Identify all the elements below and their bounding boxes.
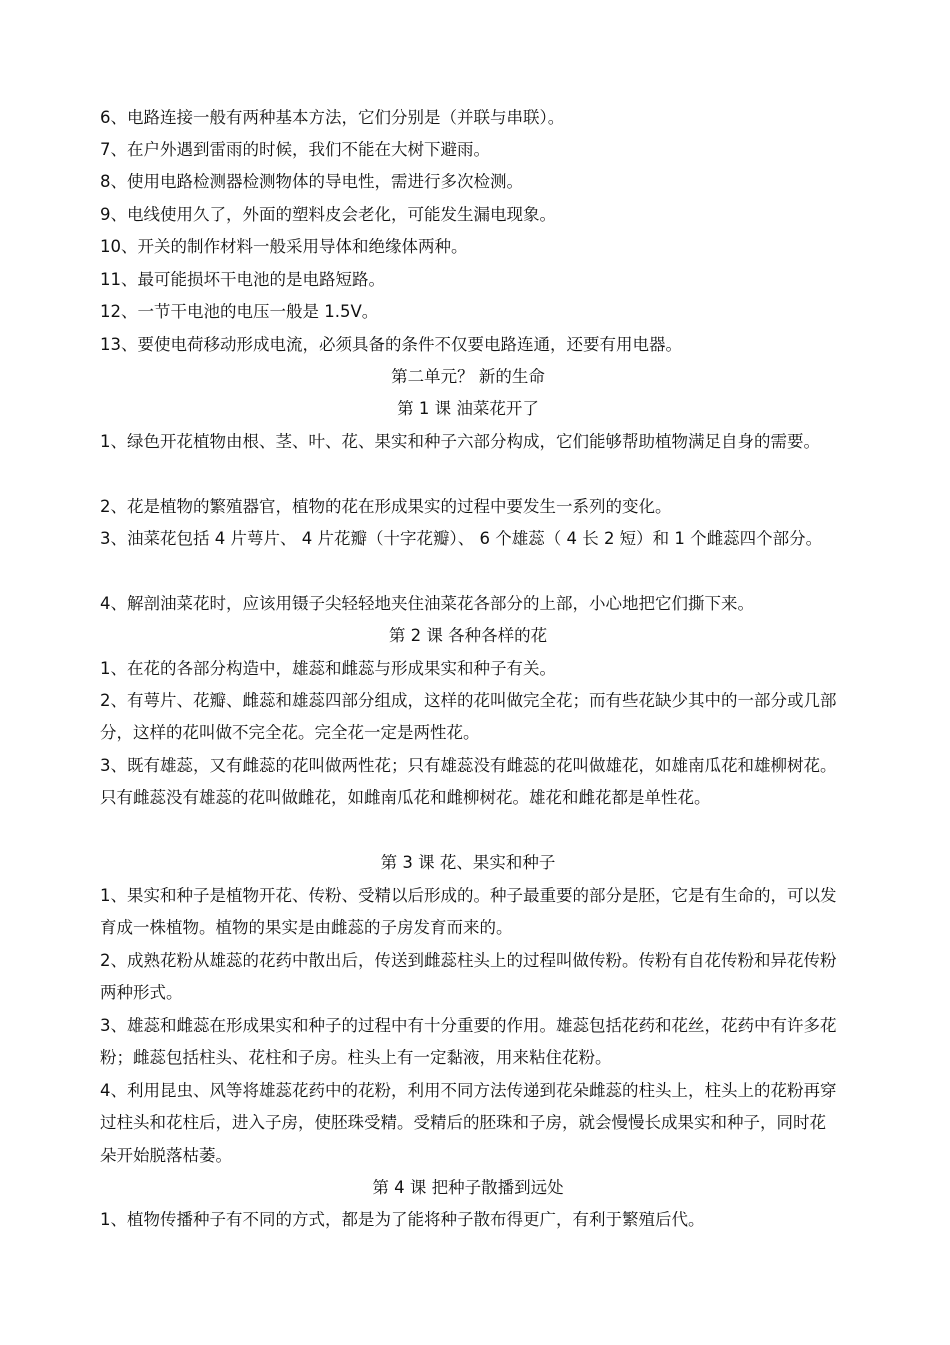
- paragraph-circuit-8: 8、使用电路检测器检测物体的导电性，需进行多次检测。: [100, 172, 523, 191]
- lesson-heading-2: 第 2 课 各种各样的花: [388, 626, 548, 645]
- paragraph-lesson1-2: 2、花是植物的繁殖器官，植物的花在形成果实的过程中要发生一系列的变化。: [100, 497, 672, 516]
- paragraph-lesson2-3: 3、既有雄蕊，又有雌蕊的花叫做两性花；只有雄蕊没有雌蕊的花叫做雄花，如雄南瓜花和雄柳树花。只有雌蕊没有雄蕊的花叫做雌花，如雌南瓜花和雌柳树花。雄花和雌花都是单性花。: [100, 756, 837, 808]
- unit-heading: 第二单元？ 新的生命: [391, 367, 545, 386]
- lesson-heading-4: 第 4 课 把种子散播到远处: [372, 1178, 564, 1197]
- paragraph-lesson4-1: 1、植物传播种子有不同的方式，都是为了能将种子散布得更广，有利于繁殖后代。: [100, 1210, 705, 1229]
- paragraph-circuit-10: 10、开关的制作材料一般采用导体和绝缘体两种。: [100, 237, 468, 256]
- paragraph-lesson3-4: 4、利用昆虫、风等将雄蕊花药中的花粉，利用不同方法传递到花朵雌蕊的柱头上，柱头上的花粉再穿过柱头和花柱后，进入子房，使胚珠受精。受精后的胚珠和子房，就会慢慢长成果实和种子，同时花朵开始脱落枯萎。: [100, 1081, 837, 1165]
- paragraph-lesson3-1: 1、果实和种子是植物开花、传粉、受精以后形成的。种子最重要的部分是胚，它是有生命的，可以发育成一株植物。植物的果实是由雌蕊的子房发育而来的。: [100, 886, 837, 938]
- paragraph-circuit-11: 11、最可能损坏干电池的是电路短路。: [100, 270, 385, 289]
- paragraph-lesson1-1: 1、绿色开花植物由根、茎、叶、花、果实和种子六部分构成，它们能够帮助植物满足自身的需要。: [100, 432, 820, 451]
- paragraph-lesson1-4: 4、解剖油菜花时，应该用镊子尖轻轻地夹住油菜花各部分的上部，小心地把它们撕下来。: [100, 594, 754, 613]
- paragraph-lesson3-2: 2、成熟花粉从雄蕊的花药中散出后，传送到雌蕊柱头上的过程叫做传粉。传粉有自花传粉和异花传粉两种形式。: [100, 951, 837, 1003]
- paragraph-circuit-13: 13、要使电荷移动形成电流，必须具备的条件不仅要电路连通，还要有用电器。: [100, 335, 682, 354]
- lesson-heading-1: 第 1 课 油菜花开了: [397, 399, 539, 418]
- paragraph-lesson1-3: 3、油菜花包括 4 片萼片、 4 片花瓣（十字花瓣）、 6 个雄蕊（ 4 长 2 短）和 1 个雌蕊四个部分。: [100, 529, 823, 548]
- paragraph-circuit-6: 6、电路连接一般有两种基本方法，它们分别是（并联与串联）。: [100, 108, 565, 127]
- paragraph-circuit-12: 12、一节干电池的电压一般是 1.5V。: [100, 302, 379, 321]
- lesson-heading-3: 第 3 课 花、果实和种子: [380, 853, 556, 872]
- paragraph-lesson2-2: 2、有萼片、花瓣、雌蕊和雄蕊四部分组成，这样的花叫做完全花；而有些花缺少其中的一部分或几部分，这样的花叫做不完全花。完全花一定是两性花。: [100, 691, 837, 743]
- paragraph-lesson3-3: 3、雄蕊和雌蕊在形成果实和种子的过程中有十分重要的作用。雄蕊包括花药和花丝，花药中有许多花粉；雌蕊包括柱头、花柱和子房。柱头上有一定黏液，用来粘住花粉。: [100, 1016, 837, 1068]
- paragraph-circuit-7: 7、在户外遇到雷雨的时候，我们不能在大树下避雨。: [100, 140, 490, 159]
- paragraph-lesson2-1: 1、在花的各部分构造中，雄蕊和雌蕊与形成果实和种子有关。: [100, 659, 556, 678]
- paragraph-circuit-9: 9、电线使用久了，外面的塑料皮会老化，可能发生漏电现象。: [100, 205, 556, 224]
